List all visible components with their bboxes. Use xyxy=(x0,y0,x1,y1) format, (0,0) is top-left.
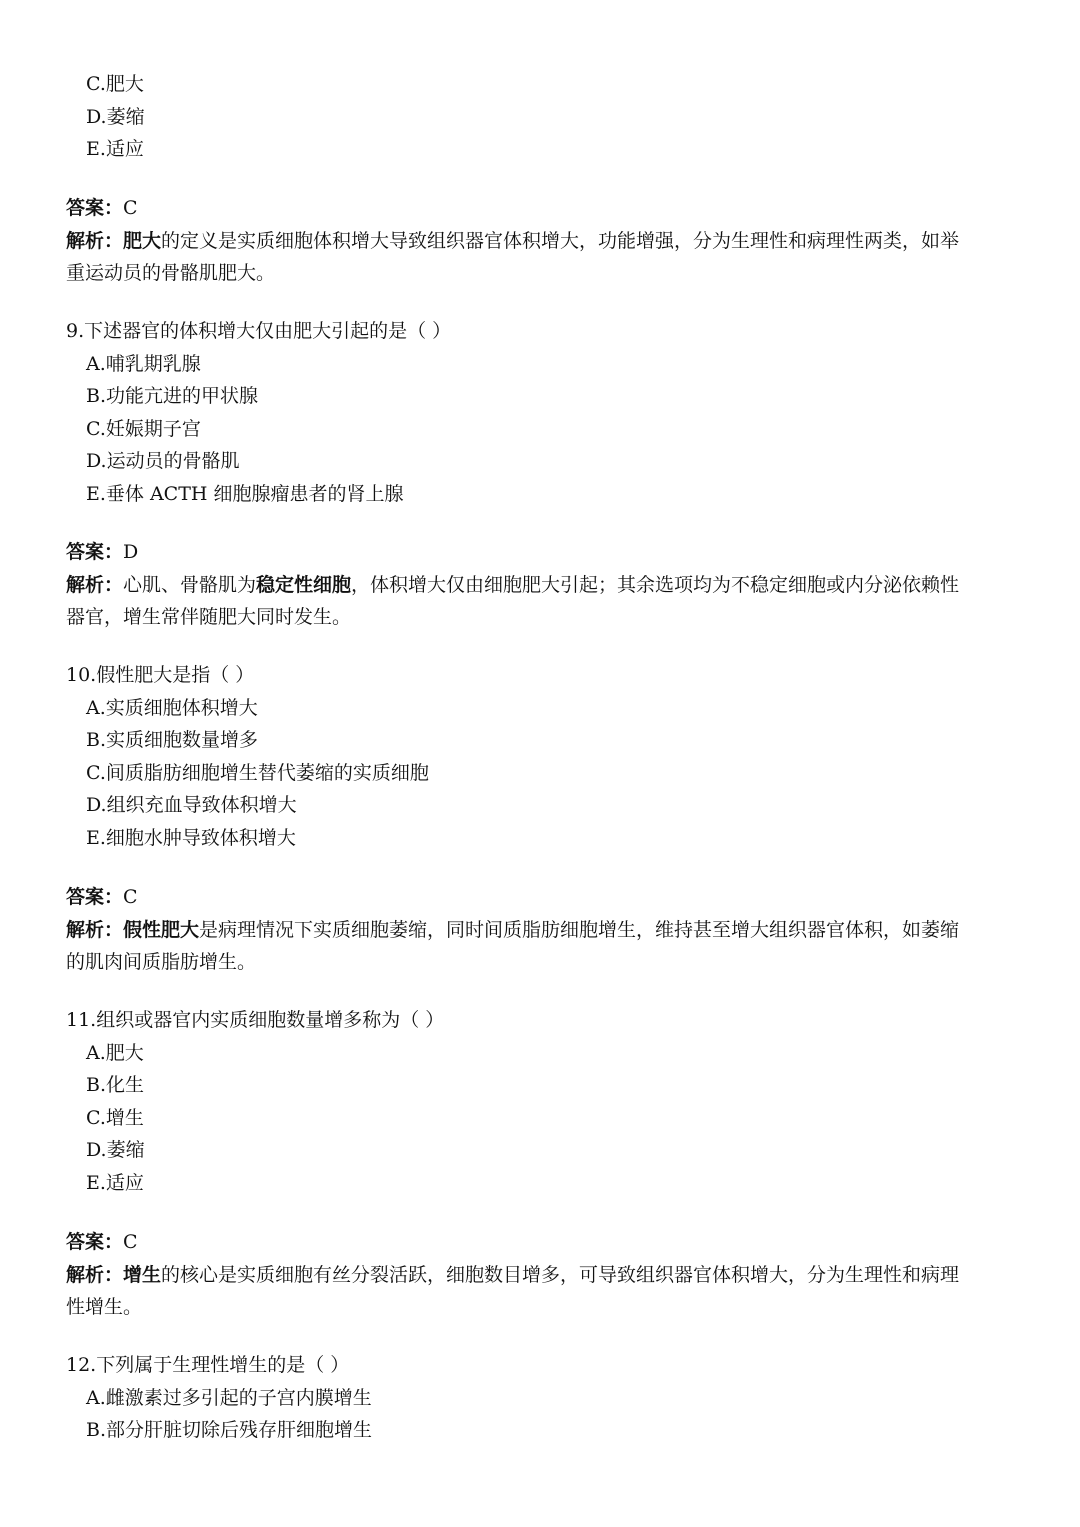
explanation-text: 的肌肉间质脂肪增生。 xyxy=(66,951,257,973)
top-options xyxy=(66,68,1014,166)
question-text: 10.假性肥大是指（ ） xyxy=(66,664,255,686)
explanation-text: 重运动员的骨骼肌肥大。 xyxy=(66,262,276,284)
answer-line xyxy=(66,1226,1014,1259)
explanation-text: 器官，增生常伴随肥大同时发生。 xyxy=(66,606,352,628)
question-text: 12.下列属于生理性增生的是（ ） xyxy=(66,1354,350,1376)
option: C.间质脂肪细胞增生替代萎缩的实质细胞 xyxy=(86,761,429,784)
answer-value: C xyxy=(123,1231,138,1253)
answer-line xyxy=(66,192,1014,225)
answer-value: C xyxy=(123,886,138,908)
explanation-text: 是病理情况下实质细胞萎缩，同时间质脂肪细胞增生，维持甚至增大组织器官体积，如萎缩 xyxy=(199,918,960,941)
explanation-text: 的定义是实质细胞体积增大导致组织器官体积增大，功能增强，分为生理性和病理性两类，如举 xyxy=(161,229,960,252)
explanation-label: 解析： xyxy=(66,918,124,941)
explanation-label: 解析： xyxy=(66,573,124,596)
answer-value: C xyxy=(123,197,138,219)
option: A.肥大 xyxy=(86,1041,144,1064)
explanation-keyword: 稳定性细胞 xyxy=(256,573,352,596)
answer-block-q8 xyxy=(66,192,1014,290)
question-text: 9.下述器官的体积增大仅由肥大引起的是（ ） xyxy=(66,320,452,342)
option: B.部分肝脏切除后残存肝细胞增生 xyxy=(86,1419,373,1441)
question-11 xyxy=(66,1004,1014,1199)
option: B.实质细胞数量增多 xyxy=(86,729,259,751)
explanation xyxy=(66,569,1014,634)
answer-line xyxy=(66,536,1014,569)
answer-block-q11 xyxy=(66,1226,1014,1324)
answer-line xyxy=(66,881,1014,914)
explanation-text: 性增生。 xyxy=(66,1296,143,1318)
answer-block-q9 xyxy=(66,536,1014,634)
explanation xyxy=(66,225,1014,290)
explanation-label: 解析： xyxy=(66,1263,124,1286)
answer-block-q10 xyxy=(66,881,1014,979)
option: C.妊娠期子宫 xyxy=(86,417,201,440)
option: A.哺乳期乳腺 xyxy=(86,352,201,375)
option: D.萎缩 xyxy=(86,105,145,128)
question-12 xyxy=(66,1349,1014,1447)
option: B.功能亢进的甲状腺 xyxy=(86,385,259,407)
explanation-label: 解析： xyxy=(66,229,124,252)
question-9 xyxy=(66,315,1014,510)
question-10 xyxy=(66,659,1014,854)
answer-value: D xyxy=(123,541,139,563)
option: C.肥大 xyxy=(86,73,144,95)
option: E.适应 xyxy=(86,1171,144,1194)
explanation xyxy=(66,1259,1014,1324)
option: D.运动员的骨骼肌 xyxy=(86,450,240,472)
explanation-keyword: 肥大 xyxy=(123,229,162,252)
option: E.适应 xyxy=(86,138,144,160)
option: E.细胞水肿导致体积增大 xyxy=(86,826,296,849)
option: B.化生 xyxy=(86,1074,145,1096)
option: C.增生 xyxy=(86,1106,144,1129)
explanation-text: ，体积增大仅由细胞肥大引起；其余选项均为不稳定细胞或内分泌依赖性 xyxy=(351,573,960,596)
explanation-keyword: 假性肥大 xyxy=(123,918,200,941)
explanation-keyword: 增生 xyxy=(123,1263,162,1286)
answer-label: 答案： xyxy=(66,886,124,908)
option: D.萎缩 xyxy=(86,1139,145,1161)
option: D.组织充血导致体积增大 xyxy=(86,794,297,816)
explanation xyxy=(66,914,1014,979)
answer-label: 答案： xyxy=(66,197,124,219)
option: A.实质细胞体积增大 xyxy=(86,696,258,719)
option: E.垂体 ACTH 细胞腺瘤患者的肾上腺 xyxy=(86,482,404,505)
option: A.雌激素过多引起的子宫内膜增生 xyxy=(86,1386,372,1409)
answer-label: 答案： xyxy=(66,1231,124,1253)
explanation-text: 的核心是实质细胞有丝分裂活跃，细胞数目增多，可导致组织器官体积增大，分为生理性和病理 xyxy=(161,1263,960,1286)
question-text: 11.组织或器官内实质细胞数量增多称为（ ） xyxy=(66,1009,445,1031)
explanation-text: 心肌、骨骼肌为 xyxy=(123,573,257,596)
answer-label: 答案： xyxy=(66,541,124,563)
